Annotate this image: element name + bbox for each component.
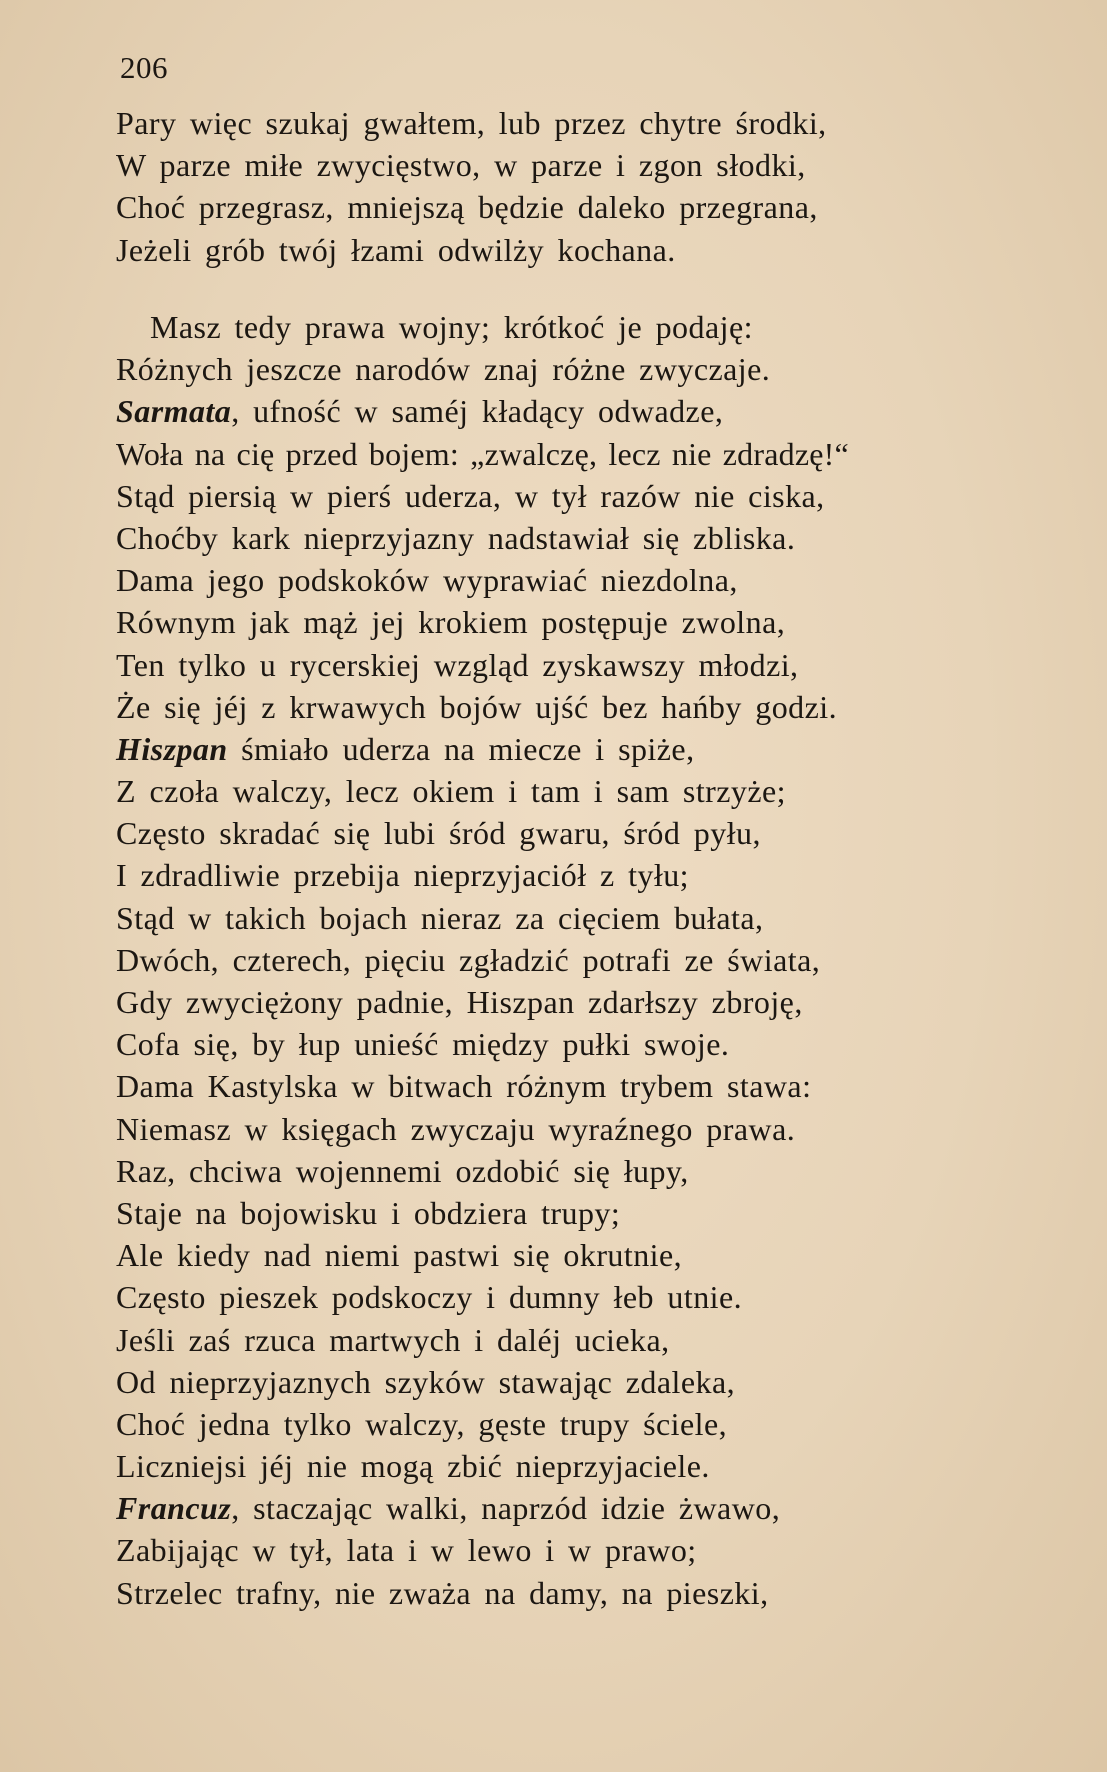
- verse-line: [116, 644, 1046, 686]
- verse-line: [116, 1403, 1046, 1445]
- line-text: Woła na cię przed bojem: „zwalczę, lecz nie zdradzę!“: [116, 435, 849, 472]
- nation-name-francuz: Francuz: [116, 1490, 232, 1527]
- verse-line: [116, 981, 1046, 1023]
- verse-line: [116, 433, 1046, 475]
- line-text: Strzelec trafny, nie zważa na damy, na pieszki,: [116, 1574, 769, 1611]
- verse-line: [116, 186, 1046, 228]
- verse-line: [116, 812, 1046, 854]
- line-text: Dama Kastylska w bitwach różnym trybem stawa:: [116, 1068, 812, 1105]
- verse-line: [116, 1445, 1046, 1487]
- line-text: Niemasz w księgach zwyczaju wyraźnego prawa.: [116, 1110, 796, 1147]
- page-number: 206: [120, 50, 168, 85]
- line-text: Jeśli zaś rzuca martwych i daléj ucieka,: [116, 1321, 670, 1358]
- verse-line: [116, 897, 1046, 939]
- line-text: Liczniejsi jéj nie mogą zbić nieprzyjaciele.: [116, 1448, 710, 1485]
- line-text: Różnych jeszcze narodów znaj różne zwyczaje.: [116, 351, 771, 388]
- verse-line: [116, 1234, 1046, 1276]
- line-text: Dwóch, czterech, pięciu zgładzić potrafi ze świata,: [116, 941, 821, 978]
- line-text: W parze miłe zwycięstwo, w parze i zgon słodki,: [116, 147, 806, 184]
- line-text: Staje na bojowisku i obdziera trupy;: [116, 1194, 621, 1231]
- line-text: Zabijając w tył, lata i w lewo i w prawo;: [116, 1532, 697, 1569]
- line-text: Pary więc szukaj gwałtem, lub przez chytre środki,: [116, 105, 827, 141]
- verse-line: [116, 770, 1046, 812]
- verse-line: [116, 1023, 1046, 1065]
- line-text: Ten tylko u rycerskiej wzgląd zyskawszy młodzi,: [116, 646, 799, 683]
- line-text: , ufność w saméj kładący odwadze,: [231, 393, 724, 430]
- line-text: Masz tedy prawa wojny; krótkoć je podaję:: [150, 309, 753, 345]
- line-text: śmiało uderza na miecze i spiże,: [227, 730, 695, 767]
- line-text: Dama jego podskoków wyprawiać niezdolna,: [116, 562, 738, 599]
- verse-line: [116, 306, 1046, 348]
- stanza-2: [116, 306, 1046, 1614]
- line-text: Jeżeli grób twój łzami odwilży kochana.: [116, 231, 676, 268]
- line-text: Stąd w takich bojach nieraz za cięciem bułata,: [116, 899, 764, 936]
- verse-line: [116, 144, 1046, 186]
- line-text: Choćby kark nieprzyjazny nadstawiał się zbliska.: [116, 519, 796, 556]
- line-text: Często skradać się lubi śród gwaru, śród pyłu,: [116, 815, 761, 852]
- verse-line: [116, 348, 1046, 390]
- line-text: , staczając walki, naprzód idzie żwawo,: [231, 1490, 781, 1527]
- line-text: Często pieszek podskoczy i dumny łeb utnie.: [116, 1279, 743, 1316]
- verse-line: [116, 686, 1046, 728]
- verse-line: [116, 1150, 1046, 1192]
- verse-line: [116, 728, 1046, 770]
- verse-line: [116, 517, 1046, 559]
- verse-line: [116, 1276, 1046, 1318]
- line-text: I zdradliwie przebija nieprzyjaciół z tyłu;: [116, 857, 690, 894]
- line-text: Choć przegrasz, mniejszą będzie daleko przegrana,: [116, 189, 818, 226]
- verse-line: [116, 1192, 1046, 1234]
- line-text: Stąd piersią w pierś uderza, w tył razów nie ciska,: [116, 477, 825, 514]
- verse-line: [116, 939, 1046, 981]
- verse-line: [116, 1319, 1046, 1361]
- verse-line: [116, 1065, 1046, 1107]
- verse-line: [116, 1572, 1046, 1614]
- line-text: Raz, chciwa wojennemi ozdobić się łupy,: [116, 1152, 689, 1189]
- line-text: Ale kiedy nad niemi pastwi się okrutnie,: [116, 1237, 683, 1274]
- verse-line: [116, 102, 1046, 144]
- verse-line: [116, 229, 1046, 271]
- verse-line: [116, 475, 1046, 517]
- nation-name-sarmata: Sarmata: [116, 393, 232, 430]
- line-text: Równym jak mąż jej krokiem postępuje zwolna,: [116, 604, 786, 641]
- verse-line: [116, 1361, 1046, 1403]
- verse-line: [116, 390, 1046, 432]
- line-text: Z czoła walczy, lecz okiem i tam i sam strzyże;: [116, 773, 787, 810]
- line-text: Cofa się, by łup unieść między pułki swoje.: [116, 1026, 730, 1063]
- line-text: Gdy zwyciężony padnie, Hiszpan zdarłszy zbroję,: [116, 984, 803, 1020]
- line-text: Od nieprzyjaznych szyków stawając zdaleka,: [116, 1363, 736, 1400]
- verse-line: [116, 854, 1046, 896]
- verse-line: [116, 601, 1046, 643]
- verse-line: [116, 1529, 1046, 1571]
- nation-name-hiszpan: Hiszpan: [116, 730, 228, 767]
- verse-line: [116, 559, 1046, 601]
- line-text: Choć jedna tylko walczy, gęste trupy ściele,: [116, 1405, 728, 1442]
- verse-line: [116, 1108, 1046, 1150]
- line-text: Że się jéj z krwawych bojów ujść bez hańby godzi.: [116, 688, 838, 725]
- stanza-1: [116, 102, 1046, 271]
- verse-line: [116, 1487, 1046, 1529]
